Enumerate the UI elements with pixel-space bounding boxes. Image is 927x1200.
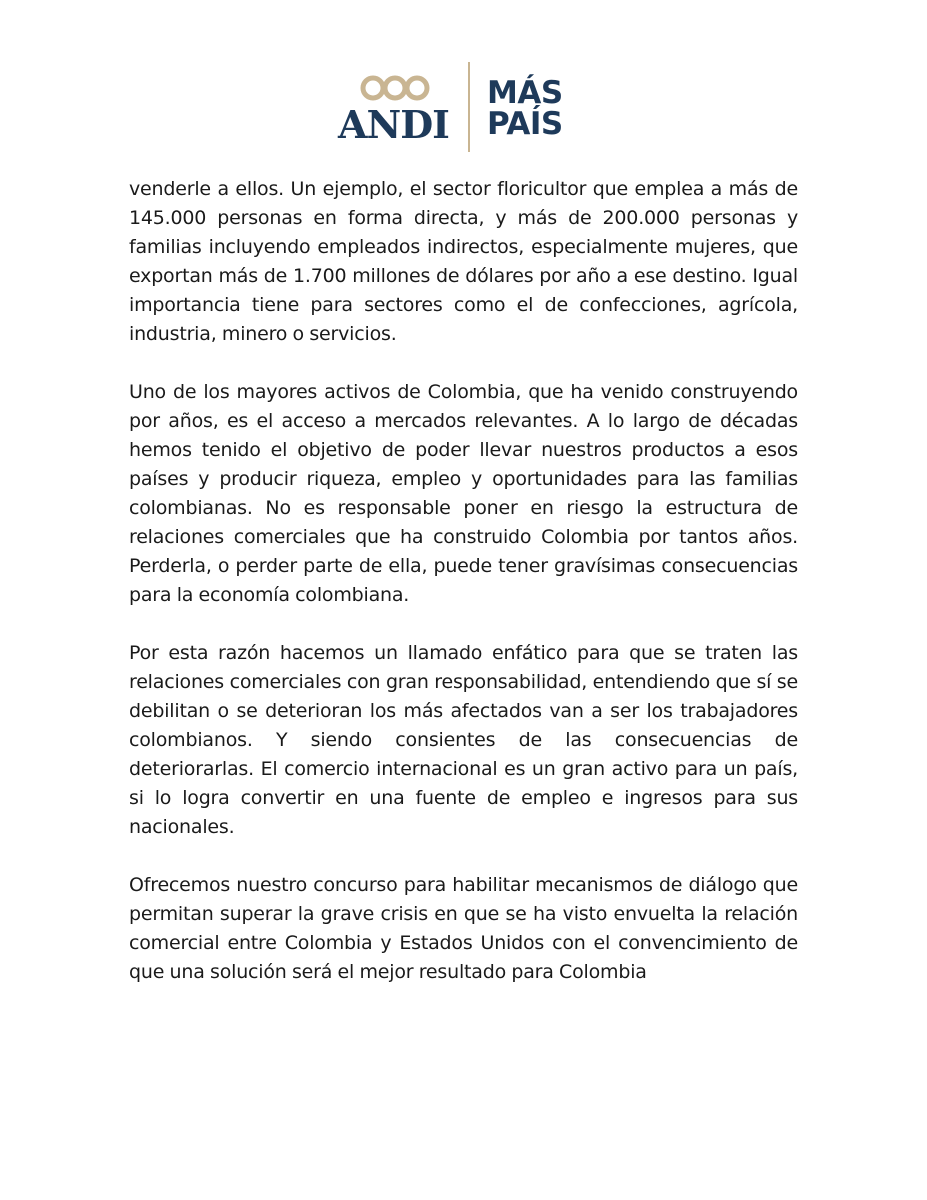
mas-pais-logo <box>487 75 597 148</box>
letterhead <box>0 62 927 152</box>
paragraph-4: Ofrecemos nuestro concurso para habilitar mecanismos de diálogo que permitan superar la grave crisis en que se ha visto envuelta la relación comercial entre Colombia y Estados Unidos con el convencimiento de que una solución será el mejor resultado para Colombia <box>129 874 798 983</box>
mas-pais-logo-line-2: PAÍS <box>487 106 563 142</box>
andi-logo-text: ANDI <box>338 102 449 147</box>
andi-logo <box>338 72 458 150</box>
paragraph-3: Por esta razón hacemos un llamado enfático para que se traten las relaciones comerciales con gran responsabilidad, entendiendo que sí se debilitan o se deterioran los más afectados van a ser los trabajadores colombianos. Y siendo consientes de las consecuencias de deteriorarlas. El comercio internacional es un gran activo para un país, si lo logra convertir en una fuente de empleo e ingresos para sus nacionales. <box>129 642 798 838</box>
logo-divider <box>468 62 470 152</box>
mas-pais-logo-line-1: MÁS <box>487 75 563 111</box>
letter-body <box>129 175 798 1016</box>
andi-rings-icon <box>360 72 430 104</box>
paragraph-2: Uno de los mayores activos de Colombia, que ha venido construyendo por años, es el acceso a mercados relevantes. A lo largo de décadas hemos tenido el objetivo de poder llevar nuestros productos a esos países y producir riqueza, empleo y oportunidades para las familias colombianas. No es responsable poner en riesgo la estructura de relaciones comerciales que ha construido Colombia por tantos años. Perderla, o perder parte de ella, puede tener gravísimas consecuencias para la economía colombiana. <box>129 381 798 606</box>
paragraph-1: venderle a ellos. Un ejemplo, el sector floricultor que emplea a más de 145.000 personas en forma directa, y más de 200.000 personas y familias incluyendo empleados indirectos, especialmente mujeres, que exportan más de 1.700 millones de dólares por año a ese destino. Igual importancia tiene para sectores como el de confecciones, agrícola, industria, minero o servicios. <box>129 178 798 345</box>
